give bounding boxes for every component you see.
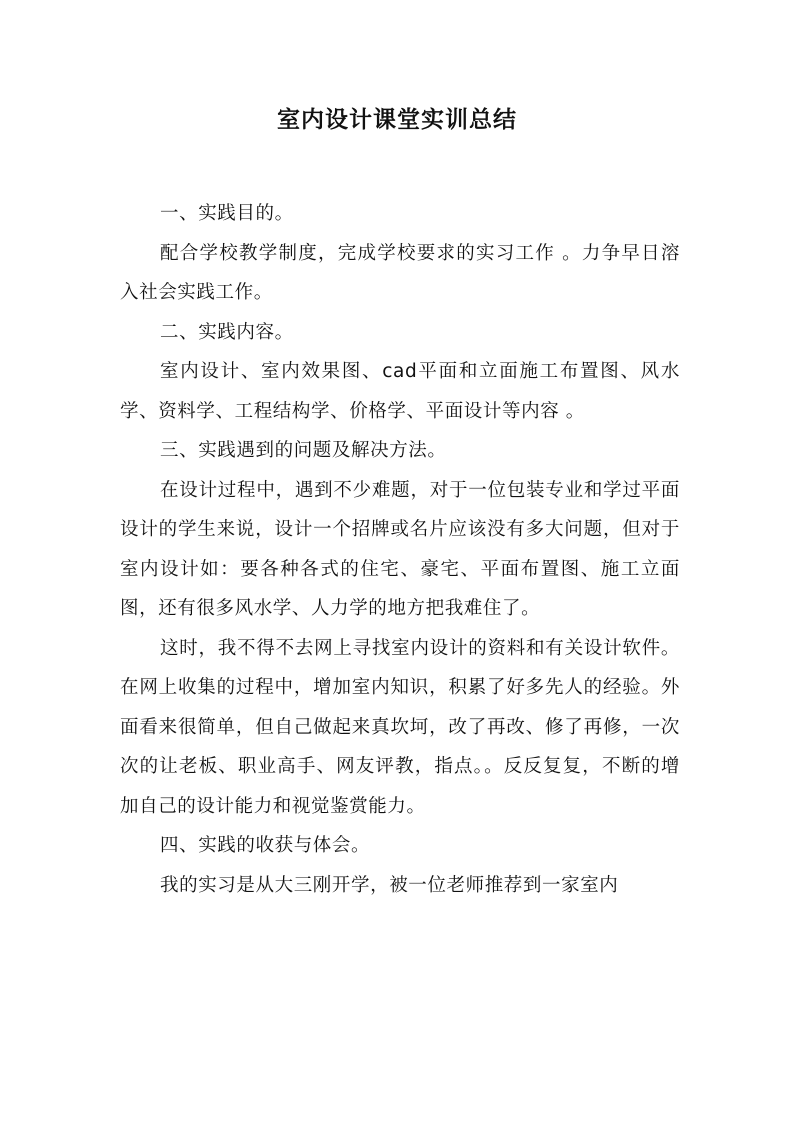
paragraph-problems-2: 这时，我不得不去网上寻找室内设计的资料和有关设计软件。在网上收集的过程中，增加室内知识，积累了好多先人的经验。外面看来很简单，但自己做起来真坎坷，改了再改、修了再修，一次次的让老板、职业高手、网友评教，指点。。反反复复，不断的增加自己的设计能力和视觉鉴赏能力。 (120, 637, 680, 817)
section-heading-purpose: 一、实践目的。 (160, 203, 294, 224)
document-title: 室内设计课堂实训总结 (277, 107, 517, 133)
section-heading-gains: 四、实践的收获与体会。 (160, 835, 371, 856)
paragraph-content: 室内设计、室内效果图、cad平面和立面施工布置图、风水学、资料学、工程结构学、价格学、平面设计等内容 。 (120, 361, 680, 422)
paragraph-purpose: 配合学校教学制度，完成学校要求的实习工作 。力争早日溶入社会实践工作。 (120, 242, 680, 303)
document-body (120, 194, 680, 905)
paragraph-problems-1: 在设计过程中，遇到不少难题，对于一位包装专业和学过平面设计的学生来说，设计一个招牌或名片应该没有多大问题，但对于室内设计如：要各种各式的住宅、豪宅、平面布置图、施工立面图，还有很多风水学、人力学的地方把我难住了。 (120, 479, 680, 619)
section-heading-problems: 三、实践遇到的问题及解决方法。 (160, 440, 447, 461)
paragraph-gains: 我的实习是从大三刚开学，被一位老师推荐到一家室内 (160, 874, 619, 896)
section-heading-content: 二、实践内容。 (160, 321, 294, 343)
